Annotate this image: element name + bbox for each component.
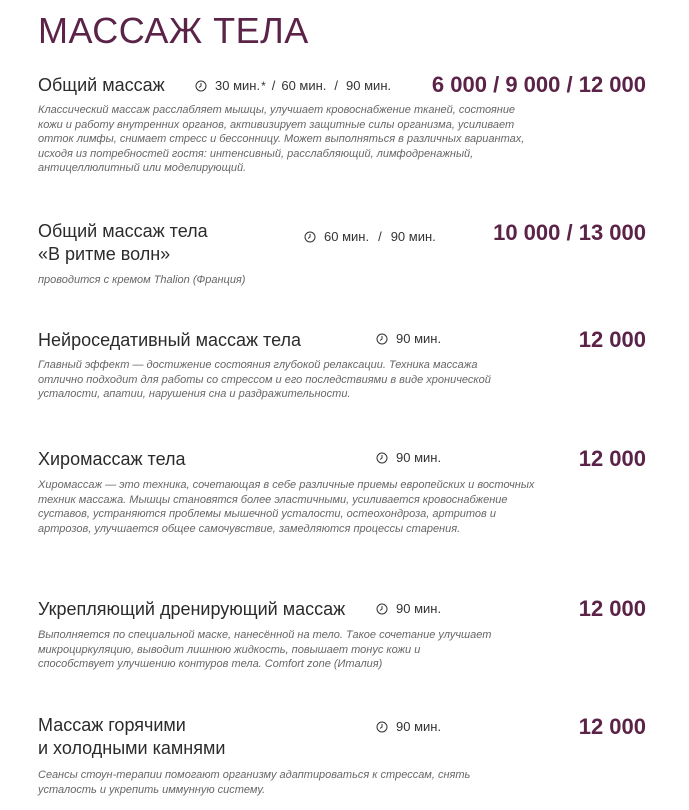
- service-name-line: Нейроседативный массаж тела: [38, 330, 302, 350]
- clock-icon: [376, 721, 388, 733]
- page-title: МАССАЖ ТЕЛА: [38, 10, 309, 51]
- clock-icon: [376, 603, 388, 615]
- duration-value: 90 мин.: [346, 78, 392, 93]
- service-description: Классический массаж расслабляет мышцы, улучшает кровоснабжение тканей, состояние кожи и работу внутренних органов, активизирует защитные силы организма, усиливает отток лимфы, снимает стресс и бессонницу. Может выполняться в различных вариантах, исходя из потребностей гостя: интенсивный, расслабляющий, лимфодренажный, антицеллюлитный или моделирующий.: [38, 104, 525, 174]
- service-name: [38, 714, 225, 760]
- service-name-line: Общий массаж: [38, 75, 165, 95]
- service-name: [38, 329, 301, 352]
- duration-value: 90 мин.: [396, 331, 442, 346]
- service-duration: [376, 600, 441, 618]
- service-item: [38, 220, 650, 292]
- duration-value: 90 мин.: [396, 450, 442, 465]
- service-name-line: Массаж горячими: [38, 715, 186, 735]
- service-name: [38, 220, 208, 266]
- service-name: [38, 448, 186, 471]
- clock-icon: [376, 452, 388, 464]
- service-name: [38, 74, 165, 97]
- duration-value: 60 мин.: [324, 229, 370, 244]
- service-description: Выполняется по специальной маске, нанесённой на тело. Такое сочетание улучшает микроциркуляцию, выводит лишнюю жидкость, повышает тонус кожи и способствует улучшению контуров тела. Comfort zone (Италия): [38, 629, 492, 670]
- service-name-line: и холодными камнями: [38, 738, 226, 758]
- clock-icon: [304, 231, 316, 243]
- service-price: 10 000 / 13 000: [493, 220, 646, 245]
- service-item: [38, 446, 650, 541]
- service-duration: [376, 449, 441, 467]
- clock-icon: [376, 333, 388, 345]
- duration-value: 60 мин.: [281, 78, 327, 93]
- clock-icon: [195, 80, 207, 92]
- service-name: [38, 598, 345, 621]
- service-duration: [376, 718, 441, 736]
- duration-value: 90 мин.: [390, 229, 436, 244]
- service-item: [38, 72, 650, 182]
- service-duration: [376, 330, 441, 348]
- service-name-line: Укрепляющий дренирующий массаж: [38, 599, 346, 619]
- service-description: Главный эффект — достижение состояния глубокой релаксации. Техника массажа отлично подходит для работы со стрессом и его последствиями в виде хронической усталости, апатии, нарушения сна и раздражительности.: [38, 359, 491, 400]
- service-description: Сеансы стоун-терапии помогают организму адаптироваться к стрессам, снять усталость и укрепить иммунную систему.: [38, 769, 471, 796]
- service-description: проводится с кремом Thalion (Франция): [38, 274, 246, 286]
- service-item: [38, 596, 650, 671]
- service-item: [38, 327, 650, 402]
- service-price: 6 000 / 9 000 / 12 000: [431, 72, 646, 97]
- duration-value: 90 мин.: [396, 719, 442, 734]
- service-price: 12 000: [578, 714, 646, 739]
- service-name-line: Хиромассаж тела: [38, 449, 186, 469]
- duration-footnote-mark: *: [261, 79, 266, 93]
- service-price: 12 000: [578, 446, 646, 471]
- service-price: 12 000: [578, 327, 646, 352]
- service-item: [38, 714, 650, 804]
- service-description: Хиромассаж — это техника, сочетающая в себе различные приемы европейских и восточных техник массажа. Мышцы становятся более эластичными, усиливается кровоснабжение суставов, устраняются проблемы мышечной усталости, остеохондроза, артритов и артрозов, улучшается общее самочувствие, замедляются процессы старения.: [38, 479, 535, 535]
- duration-value: 30 мин.: [215, 78, 261, 93]
- service-price: 12 000: [578, 596, 646, 621]
- service-name-line: «В ритме волн»: [38, 244, 171, 264]
- service-duration: 30 мин. * / 60 мин. / 90 мин.: [195, 77, 391, 95]
- service-name-line: Общий массаж тела: [38, 221, 208, 241]
- service-duration: 60 мин. / 90 мин.: [304, 228, 436, 246]
- duration-value: 90 мин.: [396, 601, 442, 616]
